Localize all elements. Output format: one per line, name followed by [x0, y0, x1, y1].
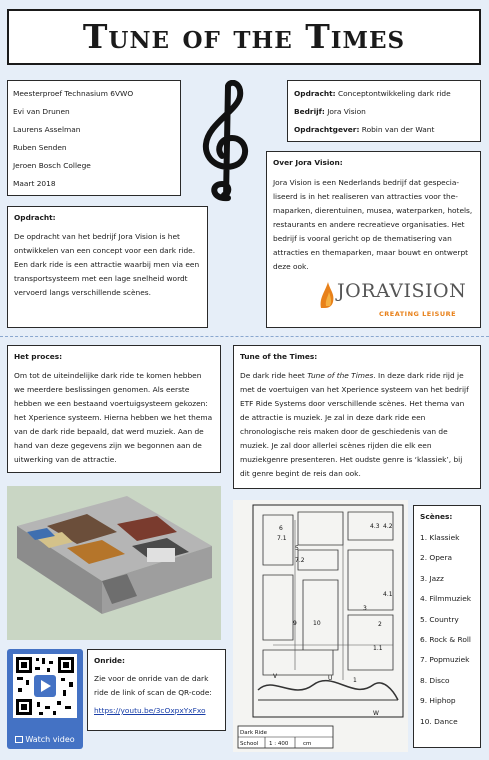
info-line: Ruben Senden — [13, 143, 67, 152]
info-line: Jeroen Bosch College — [13, 161, 91, 170]
plan-label: 6 — [279, 525, 283, 532]
meta-value: Robin van der Want — [361, 125, 435, 134]
section-heading: Opdracht: — [14, 213, 56, 222]
qr-code — [13, 654, 77, 718]
plan-label: 4.2 — [383, 523, 393, 530]
list-item: 6. Rock & Roll — [420, 635, 471, 645]
treble-clef-icon — [190, 80, 262, 204]
flame-icon — [317, 280, 339, 310]
plan-label: W — [373, 710, 379, 717]
section-text: Om tot de uiteindelijke dark ride te komen hebben we meerdere beslissingen genomen. Als eerste hebben we een bestaand voertuigsysteem gekozen: het Xperience systeem. Hierna hebben we het thema van de dark ride bepaald, dat werd muziek. Aan de hand van deze gegevens zijn we begonnen aan de uitwerking van de attractie. — [14, 371, 213, 464]
section-heading: Over Jora Vision: — [273, 158, 343, 167]
list-item: 5. Country — [420, 614, 459, 624]
meta-value: Conceptontwikkeling dark ride — [338, 89, 451, 98]
plan-label: 1 — [353, 677, 357, 684]
plan-stamp-name: Dark Ride — [240, 730, 268, 736]
scene-list — [414, 528, 480, 732]
plan-label: U — [328, 675, 333, 682]
meta-label: Opdracht: — [294, 89, 336, 98]
plan-label: 5 — [295, 545, 299, 552]
qr-video-link[interactable] — [7, 649, 83, 749]
plan-label: 7.2 — [295, 557, 305, 564]
info-line: Meesterproef Technasium 6VWO — [13, 89, 134, 98]
tune-text-italic: Tune of the Times — [307, 371, 374, 380]
plan-stamp-scale: 1 : 400 — [269, 741, 289, 747]
onride-link[interactable]: https://youtu.be/3cOxpxYxFxo — [94, 706, 206, 715]
info-line: Maart 2018 — [13, 179, 56, 188]
list-item: 2. Opera — [420, 553, 453, 563]
joravision-logo — [317, 280, 467, 324]
proces-box — [7, 345, 221, 473]
info-line: Evi van Drunen — [13, 107, 70, 116]
floor-plan-sketch — [233, 500, 408, 752]
plan-stamp-unit: cm — [303, 741, 312, 747]
tune-text-part: De dark ride heet — [240, 371, 308, 380]
section-text: Jora Vision is een Nederlands bedrijf dat gespecialiseerd is in het realiseren van attracties voor themaparken, dierentuinen, musea, waterparken, hotels, restaurants en andere recreatieve organisaties. Het bedrijf is vooral gericht op de thematisering van attracties en themaparken, maar bouwt en ontwerpt deze ook. — [273, 178, 473, 271]
plan-label: 2 — [378, 621, 382, 628]
watch-video-label — [7, 735, 83, 744]
section-text: De opdracht van het bedrijf Jora Vision is het ontwikkelen van een concept voor een dark ride. Een dark ride is een attractie waarbij men via een transportsysteem met een lage snelheid wordt vervoerd langs verschillende scènes. — [14, 232, 200, 297]
logo-wordmark: JORAVISION — [337, 280, 467, 302]
meta-label: Bedrijf: — [294, 107, 325, 116]
opdracht-box — [7, 206, 208, 328]
plan-label: 9 — [293, 620, 297, 627]
plan-label: V — [273, 673, 278, 680]
onride-box — [87, 649, 226, 731]
logo-tagline: CREATING LEISURE — [379, 310, 457, 318]
plan-stamp-school: School — [240, 741, 259, 747]
list-item: 10. Dance — [420, 716, 458, 726]
plan-label: 10 — [313, 620, 321, 627]
list-item: 7. Popmuziek — [420, 655, 470, 665]
play-icon — [15, 736, 23, 743]
list-item: 1. Klassiek — [420, 533, 460, 542]
list-item: 9. Hiphop — [420, 696, 456, 706]
section-text — [240, 369, 474, 481]
section-heading: Het proces: — [14, 352, 63, 361]
title-banner — [7, 9, 481, 65]
section-text: Zie voor de onride van de dark ride de link of scan de QR-code: — [94, 674, 212, 697]
plan-label: 1.1 — [373, 645, 383, 652]
plan-label: 3 — [363, 605, 367, 612]
info-box — [7, 80, 181, 196]
plan-label: 4.1 — [383, 591, 393, 598]
tune-box — [233, 345, 481, 489]
plan-label: 7.1 — [277, 535, 287, 542]
section-heading: Tune of the Times: — [240, 352, 318, 361]
tune-text-part: . In deze dark ride rijd je met de voertuigen van het Xperience systeem van het bedrijf ETF Ride Systems door verschillende scènes. Het thema van de attractie is muziek. Je zal in deze dark ride een chronologische reis maken door de geschiedenis van de muziek. Je zal door allerlei scènes rijden die elk een muziekgenre presenteren. Het oudste genre is ‘klassiek’, bij dit genre begint de reis dan ook. — [240, 371, 469, 478]
model-3d-image — [7, 486, 221, 640]
over-box — [266, 151, 481, 328]
scenes-box — [413, 505, 481, 748]
plan-label: 4.3 — [370, 523, 380, 530]
section-heading: Onride: — [94, 656, 125, 665]
watch-video-text: Watch video — [25, 735, 75, 744]
list-item: 4. Filmmuziek — [420, 594, 472, 604]
info-line: Laurens Asselman — [13, 125, 81, 134]
meta-value: Jora Vision — [327, 107, 366, 116]
page-title: Tune of the Times — [82, 17, 406, 56]
meta-label: Opdrachtgever: — [294, 125, 360, 134]
list-item: 8. Disco — [420, 675, 450, 685]
section-divider — [0, 336, 489, 337]
meta-box — [287, 80, 481, 142]
list-item: 3. Jazz — [420, 573, 444, 583]
section-heading: Scènes: — [420, 512, 453, 521]
